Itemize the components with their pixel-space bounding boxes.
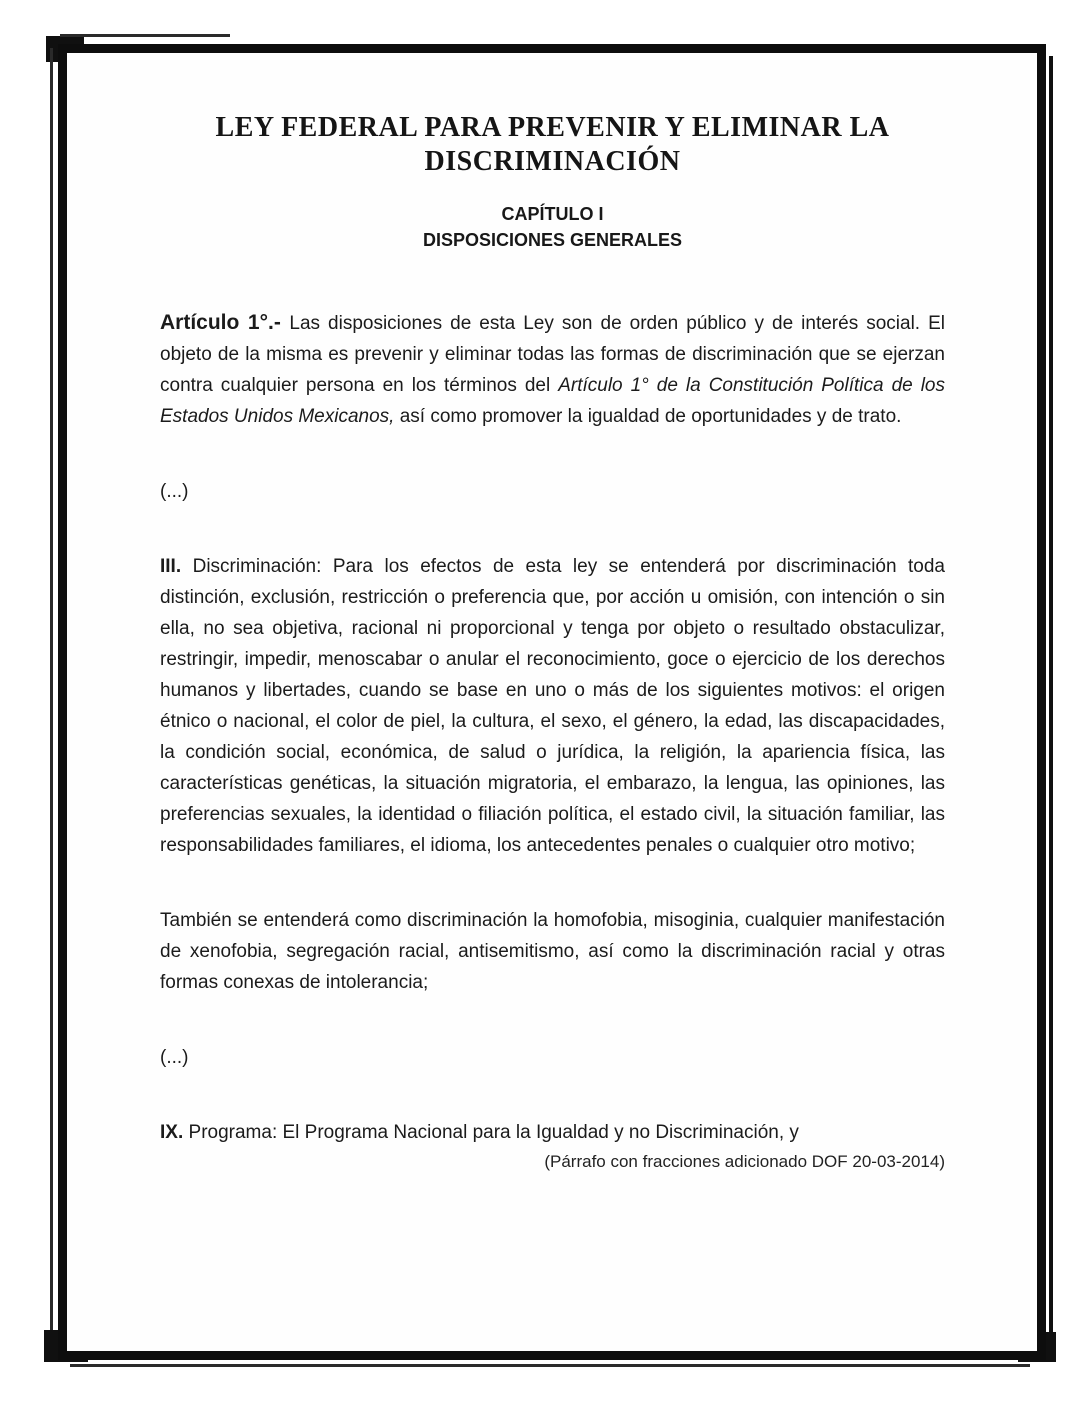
title-line-2: DISCRIMINACIÓN — [424, 146, 681, 177]
paragraph — [160, 1042, 945, 1073]
text-run: así como promover la igualdad de oportunidades y de trato. — [394, 406, 902, 427]
paragraph — [160, 1117, 945, 1148]
paragraph — [160, 905, 945, 998]
text-run: Programa: El Programa Nacional para la Igualdad y no Discriminación, y — [188, 1122, 799, 1143]
text-run: (...) — [160, 481, 189, 502]
text-run: III. — [160, 556, 193, 577]
title-line-1: LEY FEDERAL PARA PREVENIR Y ELIMINAR LA — [215, 112, 890, 143]
scan-artifact-top-edge-line — [60, 34, 230, 37]
paragraph — [160, 551, 945, 861]
text-run: También se entenderá como discriminación la homofobia, misoginia, cualquier manifestación de xenofobia, segregación racial, antisemitismo, así como la discriminación racial y otras formas conexas de intolerancia; — [160, 910, 945, 993]
text-run: Artículo 1°.- — [160, 311, 290, 334]
page-content — [67, 53, 1037, 1351]
scan-artifact-left-outer-line — [50, 48, 53, 1348]
text-run: Las disposiciones de esta Ley son de orden público y de interés social. El objeto de la misma es prevenir y eliminar todas las formas de discriminación que se ejerzan contra cualquier persona en los términos del — [160, 313, 945, 396]
document-body — [160, 307, 945, 1174]
document-title — [160, 111, 945, 179]
text-run: Discriminación: Para los efectos de esta ley se entenderá por discriminación toda distinción, exclusión, restricción o preferencia que, por acción u omisión, con intención o sin ella, no sea objetiva, racional ni proporcional y tenga por objeto o resultado obstaculizar, restringir, impedir, menoscabar o anular el reconocimiento, goce o ejercicio de los derechos humanos y libertades, cuando se base en uno o más de los siguientes motivos: el origen étnico o nacional, el color de piel, la cultura, el sexo, el género, la edad, las discapacidades, la condición social, económica, de salud o jurídica, la religión, la apariencia física, las características genéticas, la situación migratoria, el embarazo, la lengua, las opiniones, las preferencias sexuales, la identidad o filiación política, el estado civil, la situación familiar, las responsabilidades familiares, el idioma, los antecedentes penales o cualquier otro motivo; — [160, 556, 945, 856]
chapter-heading: CAPÍTULO I — [501, 204, 604, 224]
paragraph — [160, 476, 945, 507]
text-run: Artículo 1° de la Constitución Política de los Estados Unidos Mexicanos, — [160, 375, 945, 427]
scan-artifact-right-outer-line — [1049, 56, 1053, 1354]
paragraph — [160, 1150, 945, 1174]
page-border-frame — [58, 44, 1046, 1360]
text-run: (Párrafo con fracciones adicionado DOF 20-03-2014) — [544, 1152, 945, 1171]
chapter-subtitle: DISPOSICIONES GENERALES — [422, 230, 683, 250]
paragraph — [160, 307, 945, 432]
text-run: (...) — [160, 1047, 189, 1068]
scan-artifact-bottom-edge-line — [70, 1364, 1030, 1367]
text-run: IX. — [160, 1122, 189, 1143]
chapter-block — [160, 201, 945, 253]
